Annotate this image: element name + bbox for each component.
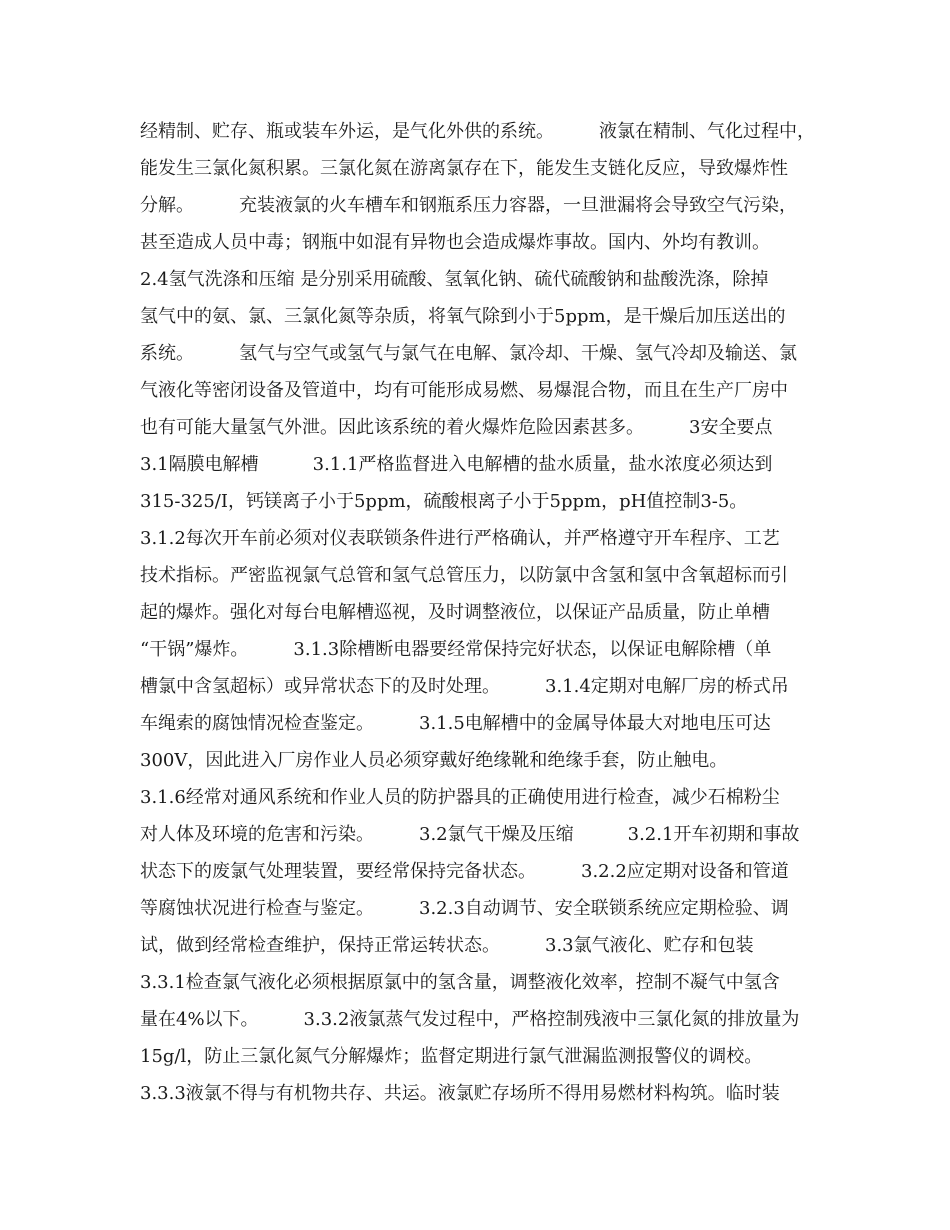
text-line: 试，做到经常检查维护，保持正常运转状态。 3.3氯气液化、贮存和包装	[140, 935, 754, 956]
text-line: 氢气中的氨、氯、三氯化氮等杂质，将氧气除到小于5ppm，是干燥后加压送出的	[140, 306, 786, 327]
text-line: 315-325/I，钙镁离子小于5ppm，硫酸根离子小于5ppm，pH值控制3-5。	[140, 491, 748, 512]
text-line: 槽氯中含氢超标）或异常状态下的及时处理。 3.1.4定期对电解厂房的桥式吊	[140, 676, 789, 697]
text-line: 3.1隔膜电解槽 3.1.1严格监督进入电解槽的盐水质量，盐水浓度必须达到	[140, 454, 773, 475]
text-line: 3.1.6经常对通风系统和作业人员的防护器具的正确使用进行检查，减少石棉粉尘	[140, 787, 780, 808]
text-line: “干锅”爆炸。 3.1.3除槽断电器要经常保持完好状态，以保证电解除槽（单	[140, 639, 772, 660]
text-line: 经精制、贮存、瓶或装车外运，是气化外供的系统。 液氯在精制、气化过程中，	[140, 121, 815, 142]
text-line: 技术指标。严密监视氯气总管和氢气总管压力，以防氯中含氢和氢中含氧超标而引	[140, 565, 788, 586]
text-line: 分解。 充装液氯的火车槽车和钢瓶系压力容器，一旦泄漏将会导致空气污染，	[140, 195, 797, 216]
text-line: 2.4氢气洗涤和压缩 是分别采用硫酸、氢氧化钠、硫代硫酸钠和盐酸洗涤，除掉	[140, 269, 769, 290]
text-line: 能发生三氯化氮积累。三氯化氮在游离氯存在下，能发生支链化反应，导致爆炸性	[140, 158, 788, 179]
text-line: 3.3.1检查氯气液化必须根据原氯中的氢含量，调整液化效率，控制不凝气中氢含	[140, 972, 780, 993]
text-line: 对人体及环境的危害和污染。 3.2氯气干燥及压缩 3.2.1开车初期和事故	[140, 824, 800, 845]
text-line: 等腐蚀状况进行检查与鉴定。 3.2.3自动调节、安全联锁系统应定期检验、调	[140, 898, 789, 919]
text-line: 系统。 氢气与空气或氢气与氯气在电解、氯冷却、干燥、氢气冷却及输送、氯	[140, 343, 797, 364]
text-line: 状态下的废氯气处理装置，要经常保持完备状态。 3.2.2应定期对设备和管道	[140, 861, 789, 882]
text-line: 3.3.3液氯不得与有机物共存、共运。液氯贮存场所不得用易燃材料构筑。临时装	[140, 1083, 780, 1104]
text-line: 300V，因此进入厂房作业人员必须穿戴好绝缘靴和绝缘手套，防止触电。	[140, 750, 728, 771]
body-text	[140, 113, 830, 1112]
text-line: 量在4%以下。 3.3.2液氯蒸气发过程中，严格控制残液中三氯化氮的排放量为	[140, 1009, 800, 1030]
text-line: 气液化等密闭设备及管道中，均有可能形成易燃、易爆混合物，而且在生产厂房中	[140, 380, 788, 401]
text-line: 也有可能大量氢气外泄。因此该系统的着火爆炸危险因素甚多。 3安全要点	[140, 417, 773, 438]
text-line: 甚至造成人员中毒；钢瓶中如混有异物也会造成爆炸事故。国内、外均有教训。	[140, 232, 770, 253]
text-line: 15g/l，防止三氯化氮气分解爆炸；监督定期进行氯气泄漏监测报警仪的调校。	[140, 1046, 763, 1067]
text-line: 3.1.2每次开车前必须对仪表联锁条件进行严格确认，并严格遵守开车程序、工艺	[140, 528, 780, 549]
text-line: 起的爆炸。强化对每台电解槽巡视，及时调整液位，以保证产品质量，防止单槽	[140, 602, 770, 623]
text-line: 车绳索的腐蚀情况检查鉴定。 3.1.5电解槽中的金属导体最大对地电压可达	[140, 713, 771, 734]
